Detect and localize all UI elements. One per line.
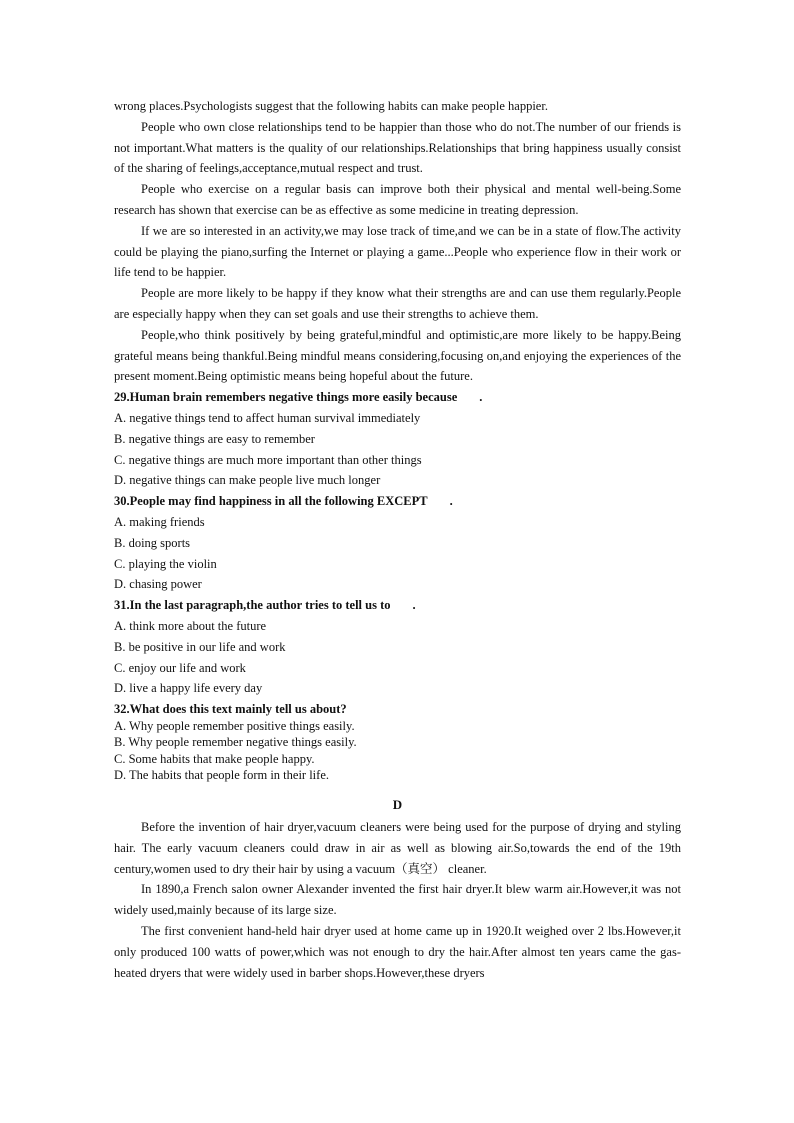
passage-paragraph: People are more likely to be happy if they know what their strengths are and can use them regularly.People are especially happy when they can set goals and use their strengths to achieve them.	[114, 286, 681, 321]
question-end: .	[412, 598, 416, 613]
question-29	[114, 387, 681, 491]
passage-c	[114, 96, 681, 387]
question-stem	[114, 491, 681, 512]
question-32	[114, 700, 681, 783]
option-c: C. Some habits that make people happy.	[114, 751, 315, 766]
option-d: D. The habits that people form in their life.	[114, 767, 329, 782]
question-end: .	[479, 390, 483, 405]
passage-d	[114, 795, 681, 983]
passage-paragraph: If we are so interested in an activity,we may lose track of time,and we can be in a state of flow.The activity could be playing the piano,surfing the Internet or playing a game...People who experience flow in their work or life tend to be happier.	[114, 223, 681, 280]
passage-paragraph: Before the invention of hair dryer,vacuum cleaners were being used for the purpose of drying and styling hair. The early vacuum cleaners could draw in air as well as blowing air.So,towards the end of the 19th century,women used to dry their hair by using a vacuum（真空） cleaner.	[114, 819, 681, 876]
option-c: C. playing the violin	[114, 556, 217, 571]
option-d: D. negative things can make people live much longer	[114, 473, 381, 488]
passage-paragraph: People who exercise on a regular basis can improve both their physical and mental well-being.Some research has shown that exercise can be as effective as some medicine in treating depression.	[114, 182, 681, 217]
option-a: A. think more about the future	[114, 618, 267, 633]
passage-paragraph: The first convenient hand-held hair dryer used at home came up in 1920.It weighed over 2 lbs.However,it only produced 100 watts of power,which was not enough to dry the hair.After almost ten years came the gas-heated dryers that were widely used in barber shops.However,these dryers	[114, 923, 681, 980]
option-c: C. enjoy our life and work	[114, 660, 246, 675]
section-heading: D	[392, 796, 403, 812]
option-d: D. live a happy life every day	[114, 681, 263, 696]
question-end: .	[449, 494, 453, 509]
option-a: A. making friends	[114, 514, 205, 529]
question-text: 31.In the last paragraph,the author tries to tell us to	[114, 598, 391, 613]
option-b: B. Why people remember negative things easily.	[114, 735, 357, 750]
option-a: A. Why people remember positive things easily.	[114, 719, 355, 734]
question-30	[114, 491, 681, 595]
option-b: B. doing sports	[114, 535, 191, 550]
passage-paragraph: People who own close relationships tend to be happier than those who do not.The number of our friends is not important.What matters is the quality of our relationships.Relationships that bring happiness usually consist of the sharing of feelings,acceptance,mutual respect and trust.	[114, 119, 681, 176]
exam-page	[114, 96, 681, 983]
question-stem	[114, 387, 681, 408]
question-31	[114, 595, 681, 699]
passage-paragraph: In 1890,a French salon owner Alexander invented the first hair dryer.It blew warm air.However,it was not widely used,mainly because of its large size.	[114, 882, 681, 918]
question-text: 29.Human brain remembers negative things more easily because	[114, 390, 458, 405]
option-b: B. be positive in our life and work	[114, 639, 286, 654]
question-stem	[114, 595, 681, 616]
option-a: A. negative things tend to affect human survival immediately	[114, 410, 421, 425]
question-text: 32.What does this text mainly tell us about?	[114, 702, 347, 717]
passage-paragraph: wrong places.Psychologists suggest that the following habits can make people happier.	[114, 99, 548, 113]
passage-paragraph: People,who think positively by being grateful,mindful and optimistic,are more likely to be happy.Being grateful means being thankful.Being mindful means considering,focusing on,and enjoying the experiences of the present moment.Being optimistic means being hopeful about the future.	[114, 327, 681, 384]
option-c: C. negative things are much more important than other things	[114, 452, 422, 467]
option-b: B. negative things are easy to remember	[114, 431, 315, 446]
question-text: 30.People may find happiness in all the following EXCEPT	[114, 494, 428, 509]
question-stem	[114, 700, 681, 718]
option-d: D. chasing power	[114, 577, 202, 592]
